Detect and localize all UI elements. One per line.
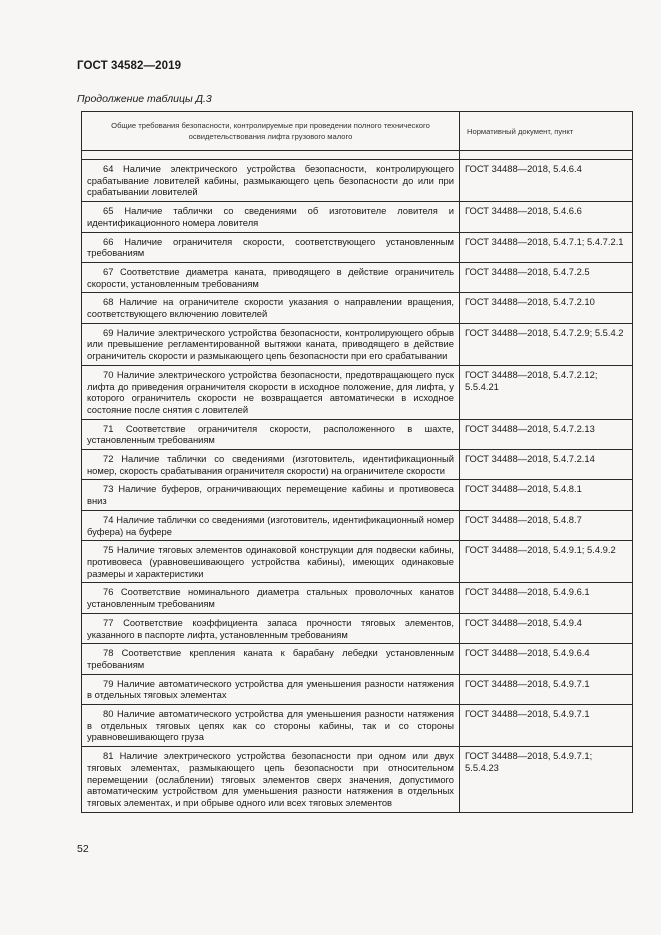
document-reference-cell: ГОСТ 34488—2018, 5.4.8.7 bbox=[460, 510, 633, 540]
requirement-cell: 76 Соответствие номинального диаметра стальных проволочных канатов установленным требованиям bbox=[82, 583, 460, 613]
table-row bbox=[82, 262, 633, 292]
document-reference-cell: ГОСТ 34488—2018, 5.4.9.1; 5.4.9.2 bbox=[460, 541, 633, 583]
document-reference-cell: ГОСТ 34488—2018, 5.4.9.7.1; 5.5.4.23 bbox=[460, 747, 633, 813]
requirement-cell: 65 Наличие таблички со сведениями об изготовителе ловителя и идентификационного номера ловителя bbox=[82, 202, 460, 232]
table-row bbox=[82, 293, 633, 323]
requirement-cell: 70 Наличие электрического устройства безопасности, предотвращающего пуск лифта до приведения ограничителя скорости в исходное положение, для лифта, у которого ограничитель скорости не возвращается автоматически в исходное состояние после снятия с ловителей bbox=[82, 365, 460, 419]
table-row bbox=[82, 674, 633, 704]
column-header-document: Нормативный документ, пункт bbox=[460, 112, 633, 151]
requirement-cell: 69 Наличие электрического устройства безопасности, контролирующего обрыв или превышение регламентированной вытяжки каната, приводящего в действие ограничитель скорости и размыкающего цепь безопасности при его срабатывании bbox=[82, 323, 460, 365]
document-reference-cell: ГОСТ 34488—2018, 5.4.7.2.9; 5.5.4.2 bbox=[460, 323, 633, 365]
document-reference-cell: ГОСТ 34488—2018, 5.4.9.6.1 bbox=[460, 583, 633, 613]
standard-number: ГОСТ 34582—2019 bbox=[77, 60, 182, 72]
requirement-cell: 68 Наличие на ограничителе скорости указания о направлении вращения, соответствующего включению ловителей bbox=[82, 293, 460, 323]
document-reference-cell: ГОСТ 34488—2018, 5.4.7.2.12; 5.5.4.21 bbox=[460, 365, 633, 419]
table-row bbox=[82, 232, 633, 262]
document-reference-cell: ГОСТ 34488—2018, 5.4.7.2.5 bbox=[460, 262, 633, 292]
requirement-cell: 72 Наличие таблички со сведениями (изготовитель, идентификационный номер, скорость срабатывания ограничителя скорости) на ограничителе скорости bbox=[82, 450, 460, 480]
table-body bbox=[82, 160, 633, 813]
document-reference-cell: ГОСТ 34488—2018, 5.4.7.2.10 bbox=[460, 293, 633, 323]
document-reference-cell: ГОСТ 34488—2018, 5.4.9.7.1 bbox=[460, 705, 633, 747]
column-header-requirements: Общие требования безопасности, контролируемые при проведении полного технического освидетельствования лифта грузового малого bbox=[82, 112, 460, 151]
requirement-cell: 66 Наличие ограничителя скорости, соответствующего установленным требованиям bbox=[82, 232, 460, 262]
table-row bbox=[82, 323, 633, 365]
table-continuation-caption: Продолжение таблицы Д.3 bbox=[77, 93, 212, 105]
requirements-table bbox=[81, 111, 633, 813]
document-reference-cell: ГОСТ 34488—2018, 5.4.9.6.4 bbox=[460, 644, 633, 674]
requirement-cell: 81 Наличие электрического устройства безопасности при одном или двух тяговых элементах, размыкающего цепь безопасности при относительном перемещении (ослаблении) тяговых элементов сверх значения, допустимого автоматическим устройством для уменьшения разности натяжения в отдельных тяговых элементах, и при обрыве одного или всех тяговых элементов bbox=[82, 747, 460, 813]
table-row bbox=[82, 365, 633, 419]
table-row bbox=[82, 450, 633, 480]
table-row bbox=[82, 160, 633, 202]
requirement-cell: 80 Наличие автоматического устройства для уменьшения разности натяжения в отдельных тяговых цепях как со стороны кабины, так и со стороны уравновешивающего груза bbox=[82, 705, 460, 747]
requirement-cell: 78 Соответствие крепления каната к барабану лебедки установленным требованиям bbox=[82, 644, 460, 674]
table-row bbox=[82, 541, 633, 583]
table-row bbox=[82, 613, 633, 643]
requirement-cell: 73 Наличие буферов, ограничивающих перемещение кабины и противовеса вниз bbox=[82, 480, 460, 510]
table-row bbox=[82, 202, 633, 232]
header-separator bbox=[82, 151, 633, 160]
requirement-cell: 77 Соответствие коэффициента запаса прочности тяговых элементов, указанного в паспорте лифта, установленным требованиям bbox=[82, 613, 460, 643]
document-reference-cell: ГОСТ 34488—2018, 5.4.7.2.13 bbox=[460, 419, 633, 449]
page-number: 52 bbox=[77, 843, 89, 855]
table-row bbox=[82, 583, 633, 613]
document-reference-cell: ГОСТ 34488—2018, 5.4.6.4 bbox=[460, 160, 633, 202]
table-row bbox=[82, 419, 633, 449]
requirement-cell: 75 Наличие тяговых элементов одинаковой конструкции для подвески кабины, противовеса (уравновешивающего устройства кабины), имеющих одинаковые размеры и характеристики bbox=[82, 541, 460, 583]
table-row bbox=[82, 705, 633, 747]
document-reference-cell: ГОСТ 34488—2018, 5.4.7.1; 5.4.7.2.1 bbox=[460, 232, 633, 262]
requirement-cell: 79 Наличие автоматического устройства для уменьшения разности натяжения в отдельных тяговых элементах bbox=[82, 674, 460, 704]
requirement-cell: 74 Наличие таблички со сведениями (изготовитель, идентификационный номер буфера) на буфере bbox=[82, 510, 460, 540]
document-reference-cell: ГОСТ 34488—2018, 5.4.6.6 bbox=[460, 202, 633, 232]
table-header-row bbox=[82, 112, 633, 151]
requirement-cell: 67 Соответствие диаметра каната, приводящего в действие ограничитель скорости, установленным требованиям bbox=[82, 262, 460, 292]
document-reference-cell: ГОСТ 34488—2018, 5.4.8.1 bbox=[460, 480, 633, 510]
table-row bbox=[82, 644, 633, 674]
document-reference-cell: ГОСТ 34488—2018, 5.4.9.4 bbox=[460, 613, 633, 643]
requirement-cell: 71 Соответствие ограничителя скорости, расположенного в шахте, установленным требованиям bbox=[82, 419, 460, 449]
document-reference-cell: ГОСТ 34488—2018, 5.4.7.2.14 bbox=[460, 450, 633, 480]
table-row bbox=[82, 747, 633, 813]
table-row bbox=[82, 510, 633, 540]
requirement-cell: 64 Наличие электрического устройства безопасности, контролирующего срабатывание ловителей кабины, размыкающего цепь безопасности до или при срабатывании ловителей bbox=[82, 160, 460, 202]
table-row bbox=[82, 480, 633, 510]
document-reference-cell: ГОСТ 34488—2018, 5.4.9.7.1 bbox=[460, 674, 633, 704]
